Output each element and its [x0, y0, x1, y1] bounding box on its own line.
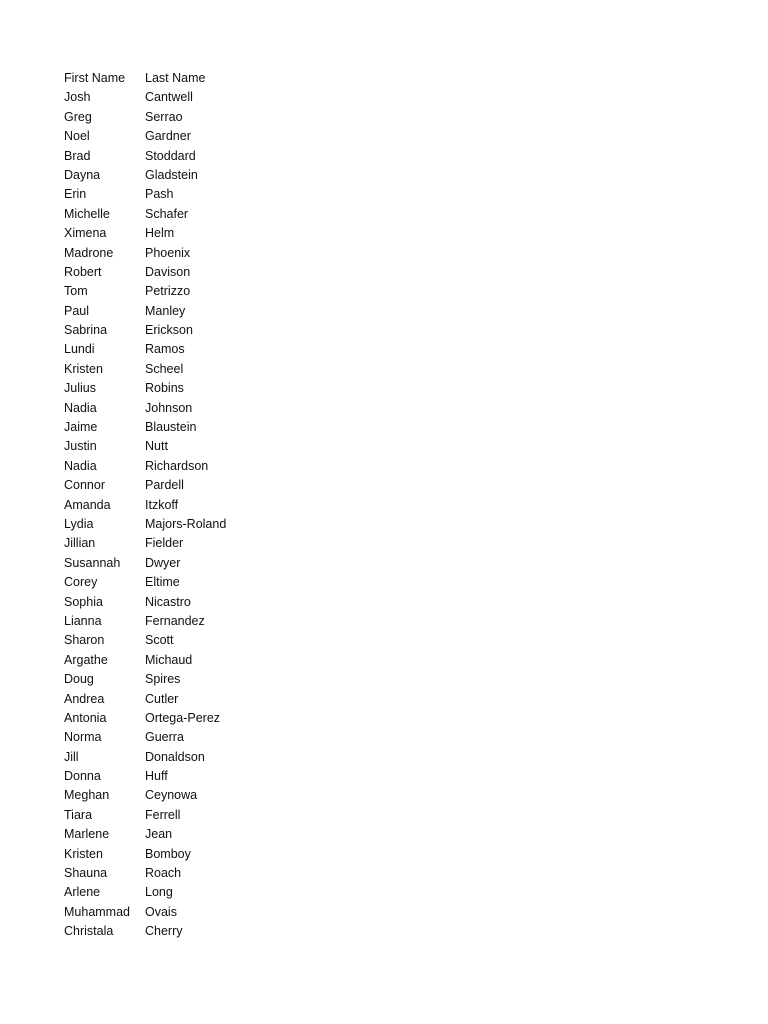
table-row [64, 399, 265, 418]
table-row [64, 922, 265, 941]
last-name-cell: Roach [145, 866, 182, 881]
first-name-cell: Noel [64, 129, 90, 144]
first-name-cell: Donna [64, 769, 101, 784]
table-row [64, 282, 265, 301]
last-name-cell: Itzkoff [145, 497, 179, 512]
last-name-cell: Fernandez [145, 613, 205, 628]
first-name-cell: Kristen [64, 361, 103, 376]
last-name-cell: Helm [145, 226, 175, 241]
last-name-cell: Fielder [145, 536, 184, 551]
last-name-cell: Nicastro [145, 594, 191, 609]
table-row [64, 651, 265, 670]
first-name-cell: Shauna [64, 866, 108, 881]
table-row [64, 263, 265, 282]
table-row [64, 728, 265, 747]
last-name-cell: Pash [145, 187, 174, 202]
last-name-cell: Guerra [145, 730, 184, 745]
last-name-cell: Stoddard [145, 148, 196, 163]
last-name-cell: Majors-Roland [145, 516, 227, 531]
table-row [64, 554, 265, 573]
last-name-cell: Huff [145, 769, 168, 784]
first-name-cell: Jill [64, 749, 79, 764]
last-name-cell: Petrizzo [145, 284, 191, 299]
table-row [64, 496, 265, 515]
last-name-cell: Blaustein [145, 420, 197, 435]
table-row [64, 457, 265, 476]
last-name-cell: Serrao [145, 109, 183, 124]
table-row [64, 845, 265, 864]
first-name-cell: Paul [64, 303, 90, 318]
first-name-cell: Jaime [64, 420, 98, 435]
first-name-cell: Julius [64, 381, 96, 396]
first-name-cell: Jillian [64, 536, 96, 551]
last-name-cell: Ceynowa [145, 788, 198, 803]
last-name-cell: Scott [145, 633, 174, 648]
first-name-cell: Michelle [64, 206, 110, 221]
table-row [64, 748, 265, 767]
table-row [64, 340, 265, 359]
last-name-cell: Scheel [145, 361, 184, 376]
table-row [64, 437, 265, 456]
last-name-header: Last Name [145, 71, 206, 85]
first-name-cell: Nadia [64, 400, 97, 415]
first-name-cell: Arlene [64, 885, 101, 900]
first-name-cell: Norma [64, 730, 102, 745]
last-name-cell: Michaud [145, 652, 193, 667]
table-row [64, 302, 265, 321]
first-name-cell: Connor [64, 478, 105, 493]
table-row [64, 903, 265, 922]
table-row [64, 573, 265, 592]
table-row [64, 127, 265, 146]
table-row [64, 631, 265, 650]
first-name-cell: Greg [64, 109, 92, 124]
first-name-cell: Lundi [64, 342, 95, 357]
table-row [64, 224, 265, 243]
first-name-cell: Robert [64, 264, 102, 279]
last-name-cell: Erickson [145, 323, 193, 338]
last-name-cell: Davison [145, 264, 191, 279]
table-row [64, 670, 265, 689]
first-name-cell: Muhammad [64, 904, 130, 919]
first-name-cell: Antonia [64, 710, 107, 725]
first-name-cell: Tiara [64, 807, 93, 822]
table-row [64, 786, 265, 805]
table-row [64, 108, 265, 127]
table-row [64, 806, 265, 825]
first-name-cell: Sophia [64, 594, 103, 609]
last-name-cell: Cutler [145, 691, 179, 706]
last-name-cell: Ortega-Perez [145, 710, 221, 725]
last-name-cell: Gardner [145, 129, 191, 144]
table-row [64, 883, 265, 902]
table-row [64, 205, 265, 224]
first-name-cell: Andrea [64, 691, 105, 706]
last-name-cell: Manley [145, 303, 186, 318]
first-name-cell: Lydia [64, 516, 94, 531]
first-name-cell: Christala [64, 924, 114, 939]
table-row [64, 147, 265, 166]
first-name-cell: Argathe [64, 652, 108, 667]
table-row [64, 88, 265, 107]
table-row [64, 690, 265, 709]
last-name-cell: Bomboy [145, 846, 191, 861]
table-row [64, 515, 265, 534]
first-name-cell: Marlene [64, 827, 110, 842]
first-name-cell: Dayna [64, 167, 101, 182]
first-name-cell: Sharon [64, 633, 105, 648]
table-row [64, 379, 265, 398]
last-name-cell: Phoenix [145, 245, 191, 260]
table-row [64, 612, 265, 631]
first-name-cell: Amanda [64, 497, 111, 512]
last-name-cell: Nutt [145, 439, 168, 454]
last-name-cell: Eltime [145, 575, 180, 590]
last-name-cell: Ovais [145, 904, 177, 919]
first-name-cell: Meghan [64, 788, 110, 803]
first-name-cell: Corey [64, 575, 98, 590]
table-row [64, 321, 265, 340]
first-name-header: First Name [64, 71, 126, 85]
table-row [64, 593, 265, 612]
table-row [64, 166, 265, 185]
table-row [64, 767, 265, 786]
table-row [64, 709, 265, 728]
first-name-cell: Susannah [64, 555, 121, 570]
first-name-cell: Tom [64, 284, 88, 299]
table-row [64, 418, 265, 437]
last-name-cell: Richardson [145, 458, 209, 473]
last-name-cell: Pardell [145, 478, 184, 493]
table-row [64, 185, 265, 204]
last-name-cell: Dwyer [145, 555, 181, 570]
first-name-cell: Josh [64, 90, 91, 105]
first-name-cell: Doug [64, 672, 94, 687]
first-name-cell: Erin [64, 187, 87, 202]
table-row [64, 864, 265, 883]
table-row [64, 476, 265, 495]
first-name-cell: Justin [64, 439, 97, 454]
first-name-cell: Brad [64, 148, 91, 163]
name-table [64, 69, 265, 942]
last-name-cell: Ferrell [145, 807, 181, 822]
last-name-cell: Spires [145, 672, 181, 687]
first-name-cell: Kristen [64, 846, 103, 861]
last-name-cell: Jean [145, 827, 173, 842]
table-row [64, 360, 265, 379]
first-name-cell: Madrone [64, 245, 114, 260]
last-name-cell: Donaldson [145, 749, 205, 764]
last-name-cell: Ramos [145, 342, 185, 357]
table-row [64, 244, 265, 263]
table-body [64, 88, 265, 941]
header-row [64, 69, 265, 88]
last-name-cell: Schafer [145, 206, 189, 221]
last-name-cell: Cherry [145, 924, 183, 939]
first-name-cell: Nadia [64, 458, 97, 473]
last-name-cell: Gladstein [145, 167, 198, 182]
last-name-cell: Johnson [145, 400, 193, 415]
first-name-cell: Sabrina [64, 323, 108, 338]
last-name-cell: Robins [145, 381, 184, 396]
table-row [64, 534, 265, 553]
last-name-cell: Long [145, 885, 173, 900]
last-name-cell: Cantwell [145, 90, 193, 105]
first-name-cell: Lianna [64, 613, 102, 628]
table-row [64, 825, 265, 844]
first-name-cell: Ximena [64, 226, 107, 241]
